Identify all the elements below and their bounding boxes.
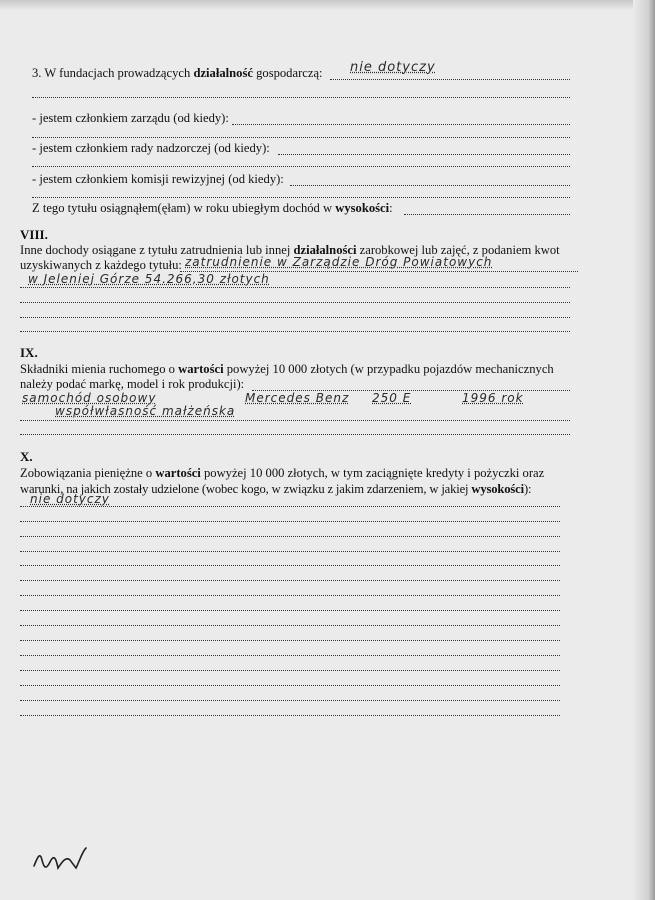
signature-mark <box>30 838 110 878</box>
handwritten-answer: współwłasność małżeńska <box>55 404 236 418</box>
section-8-line2: uzyskiwanych z każdego tytułu: <box>20 258 182 272</box>
text: Składniki mienia ruchomego o <box>20 362 175 376</box>
dotted-line <box>20 434 570 435</box>
text: 3. W fundacjach prowadzących <box>32 66 191 80</box>
handwritten-answer: 1996 rok <box>462 391 524 405</box>
bold-text: wysokości <box>471 482 524 496</box>
dotted-line <box>20 536 560 537</box>
dotted-line <box>20 610 560 611</box>
handwritten-answer: 250 E <box>372 391 412 405</box>
dotted-line <box>32 197 570 198</box>
section-10-numeral: X. <box>20 449 33 464</box>
scan-edge-top <box>0 0 655 10</box>
dotted-line <box>20 700 560 701</box>
section-8-numeral: VIII. <box>20 227 48 242</box>
text: Z tego tytułu osiągnąłem(ęłam) w roku ubiegłym dochód w <box>32 201 333 215</box>
section-3-line <box>32 66 323 81</box>
bold-text: działalności <box>293 243 357 257</box>
bold-text: wysokości <box>335 201 390 215</box>
dotted-line <box>330 79 570 80</box>
supervisory-member-line: - jestem członkiem rady nadzorczej (od kiedy): <box>32 141 270 155</box>
dotted-line <box>20 655 560 656</box>
income-line <box>32 201 393 216</box>
dotted-line <box>20 625 560 626</box>
dotted-line <box>20 715 560 716</box>
dotted-line <box>20 420 570 421</box>
section-9-numeral: IX. <box>20 345 38 360</box>
dotted-line <box>20 317 570 318</box>
text: gospodarczą: <box>256 66 323 80</box>
dotted-line <box>20 565 560 566</box>
dotted-line <box>20 551 560 552</box>
section-9-line2: należy podać markę, model i rok produkcji): <box>20 377 245 391</box>
dotted-line <box>32 137 570 138</box>
text: powyżej 10 000 złotych (w przypadku pojazdów mechanicznych <box>226 362 554 376</box>
text: Inne dochody osiągane z tytułu zatrudnienia lub innej <box>20 243 291 257</box>
dotted-line <box>20 331 570 332</box>
dotted-line <box>20 670 560 671</box>
handwritten-answer: nie dotyczy <box>350 60 436 75</box>
dotted-line <box>32 166 570 167</box>
dotted-line <box>232 124 570 125</box>
board-member-line: - jestem członkiem zarządu (od kiedy): <box>32 111 229 125</box>
dotted-line <box>20 580 560 581</box>
dotted-line <box>404 214 570 215</box>
bold-text: wartości <box>155 466 201 480</box>
bold-text: wartości <box>178 362 224 376</box>
text: : <box>389 201 393 215</box>
section-10-line1 <box>20 466 544 481</box>
text: zarobkowej lub zajęć, z podaniem kwot <box>359 243 560 257</box>
dotted-line <box>278 154 570 155</box>
handwritten-answer: Mercedes Benz <box>245 391 350 405</box>
dotted-line <box>20 521 560 522</box>
text: Zobowiązania pieniężne o <box>20 466 153 480</box>
dotted-line <box>32 97 570 98</box>
section-9-line1 <box>20 362 554 377</box>
scan-edge-right <box>633 0 655 900</box>
bold-text: działalność <box>193 66 253 80</box>
dotted-line <box>290 185 570 186</box>
handwritten-answer: w Jeleniej Górze 54.266,30 złotych <box>28 272 270 286</box>
dotted-line <box>20 595 560 596</box>
audit-member-line: - jestem członkiem komisji rewizyjnej (od kiedy): <box>32 172 284 186</box>
text: ): <box>523 482 532 496</box>
dotted-line <box>20 302 570 303</box>
handwritten-answer: samochód osobowy <box>22 391 157 405</box>
text: warunki, na jakich zostały udzielone (wobec kogo, w związku z jakim zdarzeniem, w jakiej <box>20 482 469 496</box>
text: powyżej 10 000 złotych, w tym zaciągnięte kredyty i pożyczki oraz <box>203 466 545 480</box>
dotted-line <box>20 640 560 641</box>
handwritten-answer: zatrudnienie w Zarządzie Dróg Powiatowych <box>185 255 493 269</box>
dotted-line <box>20 685 560 686</box>
handwritten-answer: nie dotyczy <box>30 492 110 506</box>
dotted-line <box>20 287 570 288</box>
dotted-line <box>20 506 560 507</box>
